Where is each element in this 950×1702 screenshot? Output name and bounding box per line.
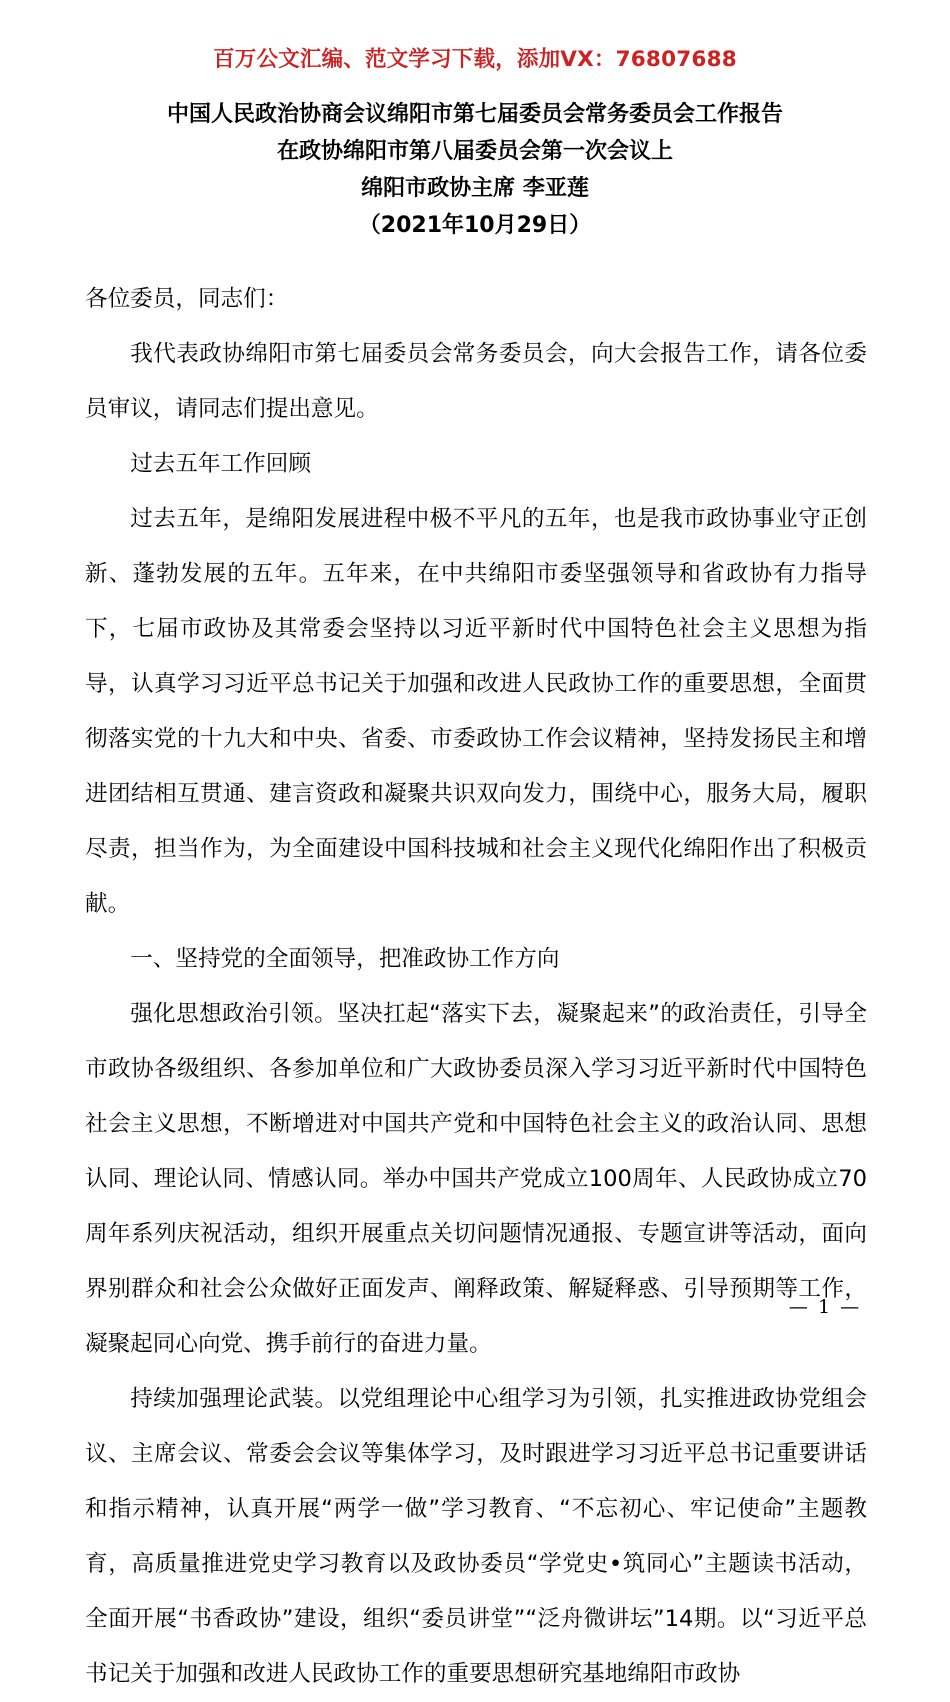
document-author-line: 绵阳市政协主席 李亚莲 bbox=[361, 176, 589, 201]
paragraph-review-overview: 过去五年，是绵阳发展进程中极不平凡的五年，也是我市政协事业守正创新、蓬勃发展的五年。五年来，在中共绵阳市委坚强领导和省政协有力指导下，七届市政协及其常委会坚持以习近平新时代中国特色社会主义思想为指导，认真学习习近平总书记关于加强和改进人民政协工作的重要思想，全面贯彻落实党的十九大和中央、省委、市委政协工作会议精神，坚持发扬民主和增进团结相互贯通、建言资政和凝聚共识双向发力，围绕中心，服务大局，履职尽责，担当作为，为全面建设中国科技城和社会主义现代化绵阳作出了积极贡献。 bbox=[85, 506, 867, 917]
page-footer bbox=[0, 1296, 950, 1318]
paragraph-salutation: 各位委员，同志们： bbox=[85, 286, 289, 312]
paragraph-item-one-heading: 一、坚持党的全面领导，把准政协工作方向 bbox=[130, 946, 560, 972]
document-body bbox=[85, 272, 867, 1702]
document-title-line-2: 在政协绵阳市第八届委员会第一次会议上 bbox=[276, 139, 673, 164]
document-title-line-1: 中国人民政治协商会议绵阳市第七届委员会常务委员会工作报告 bbox=[166, 102, 783, 127]
page-number: — 1 — bbox=[788, 1296, 862, 1318]
document-date-line: （2021年10月29日） bbox=[358, 213, 592, 238]
title-block bbox=[0, 96, 950, 244]
paragraph-ideological-guidance: 强化思想政治引领。坚决扛起“落实下去，凝聚起来”的政治责任，引导全市政协各级组织、各参加单位和广大政协委员深入学习习近平新时代中国特色社会主义思想，不断增进对中国共产党和中国特色社会主义的政治认同、思想认同、理论认同、情感认同。举办中国共产党成立100周年、人民政协成立70周年系列庆祝活动，组织开展重点关切问题情况通报、专题宣讲等活动，面向界别群众和社会公众做好正面发声、阐释政策、解疑释惑、引导预期等工作，凝聚起同心向党、携手前行的奋进力量。 bbox=[85, 1001, 867, 1357]
paragraph-section-heading-review: 过去五年工作回顾 bbox=[130, 451, 311, 477]
promo-banner-text: 百万公文汇编、范文学习下载，添加VX：76807688 bbox=[213, 47, 737, 72]
paragraph-theory-study: 持续加强理论武装。以党组理论中心组学习为引领，扎实推进政协党组会议、主席会议、常委会会议等集体学习，及时跟进学习习近平总书记重要讲话和指示精神，认真开展“两学一做”学习教育、“不忘初心、牢记使命”主题教育，高质量推进党史学习教育以及政协委员“学党史•筑同心”主题读书活动，全面开展“书香政协”建设，组织“委员讲堂”“泛舟微讲坛”14期。以“习近平总书记关于加强和改进人民政协工作的重要思想研究基地绵阳市政协 bbox=[85, 1386, 867, 1687]
paragraph-opening: 我代表政协绵阳市第七届委员会常务委员会，向大会报告工作，请各位委员审议，请同志们提出意见。 bbox=[85, 341, 867, 422]
